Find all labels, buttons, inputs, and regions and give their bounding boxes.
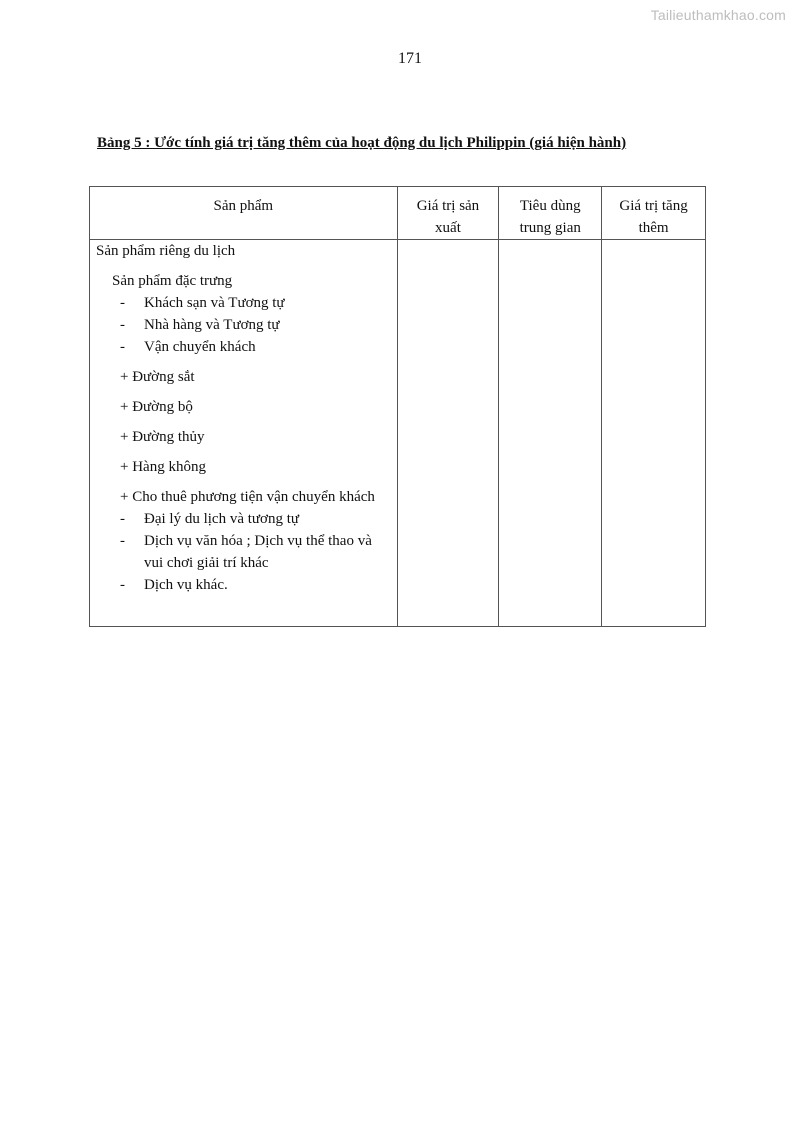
intermediate-consumption-cell: [499, 240, 602, 627]
header-production-value-line1: Giá trị sản: [416, 198, 480, 214]
production-value-cell: [397, 240, 499, 627]
table-body-row: [90, 240, 706, 627]
row-airline: + Hàng không: [120, 459, 206, 475]
page-number: 171: [398, 50, 422, 67]
row-rental: + Cho thuê phương tiện vận chuyển khách: [120, 489, 375, 505]
header-value-added-line1: Giá trị tăng: [619, 198, 688, 214]
row-travel-agency: - Đại lý du lịch và tương tự: [90, 508, 397, 530]
table-header-row: [90, 187, 706, 240]
row-characteristic: Sản phẩm đặc trưng: [112, 273, 233, 289]
watermark: Tailieuthamkhao.com: [650, 7, 786, 23]
header-production-value: [397, 187, 499, 240]
header-value-added-line2: thêm: [638, 220, 669, 236]
row-other: - Dịch vụ khác.: [90, 574, 397, 596]
header-intermediate-line2: trung gian: [519, 220, 581, 236]
row-restaurants: - Nhà hàng và Tương tự: [90, 314, 397, 336]
header-production-value-line2: xuất: [435, 220, 461, 236]
row-tourism-specific: Sản phẩm riêng du lịch: [96, 243, 236, 259]
value-added-table: [89, 186, 706, 627]
row-passenger-transport: - Vận chuyển khách: [90, 336, 397, 358]
product-list-cell: [90, 240, 398, 627]
row-waterway: + Đường thủy: [120, 429, 205, 445]
header-product: Sản phẩm: [90, 187, 398, 240]
row-railway: + Đường sắt: [120, 369, 195, 385]
header-value-added: [602, 187, 706, 240]
header-intermediate-line1: Tiêu dùng: [519, 198, 581, 214]
header-intermediate-consumption: [499, 187, 602, 240]
row-road: + Đường bộ: [120, 399, 193, 415]
value-added-cell: [602, 240, 706, 627]
table-title: Bảng 5 : Ước tính giá trị tăng thêm của hoạt động du lịch Philippin (giá hiện hành): [97, 135, 627, 151]
row-culture-sports: - Dịch vụ văn hóa ; Dịch vụ thể thao và: [90, 530, 397, 552]
row-hotels: - Khách sạn và Tương tự: [90, 292, 397, 314]
row-culture-sports-cont: vui chơi giải trí khác: [144, 555, 269, 571]
